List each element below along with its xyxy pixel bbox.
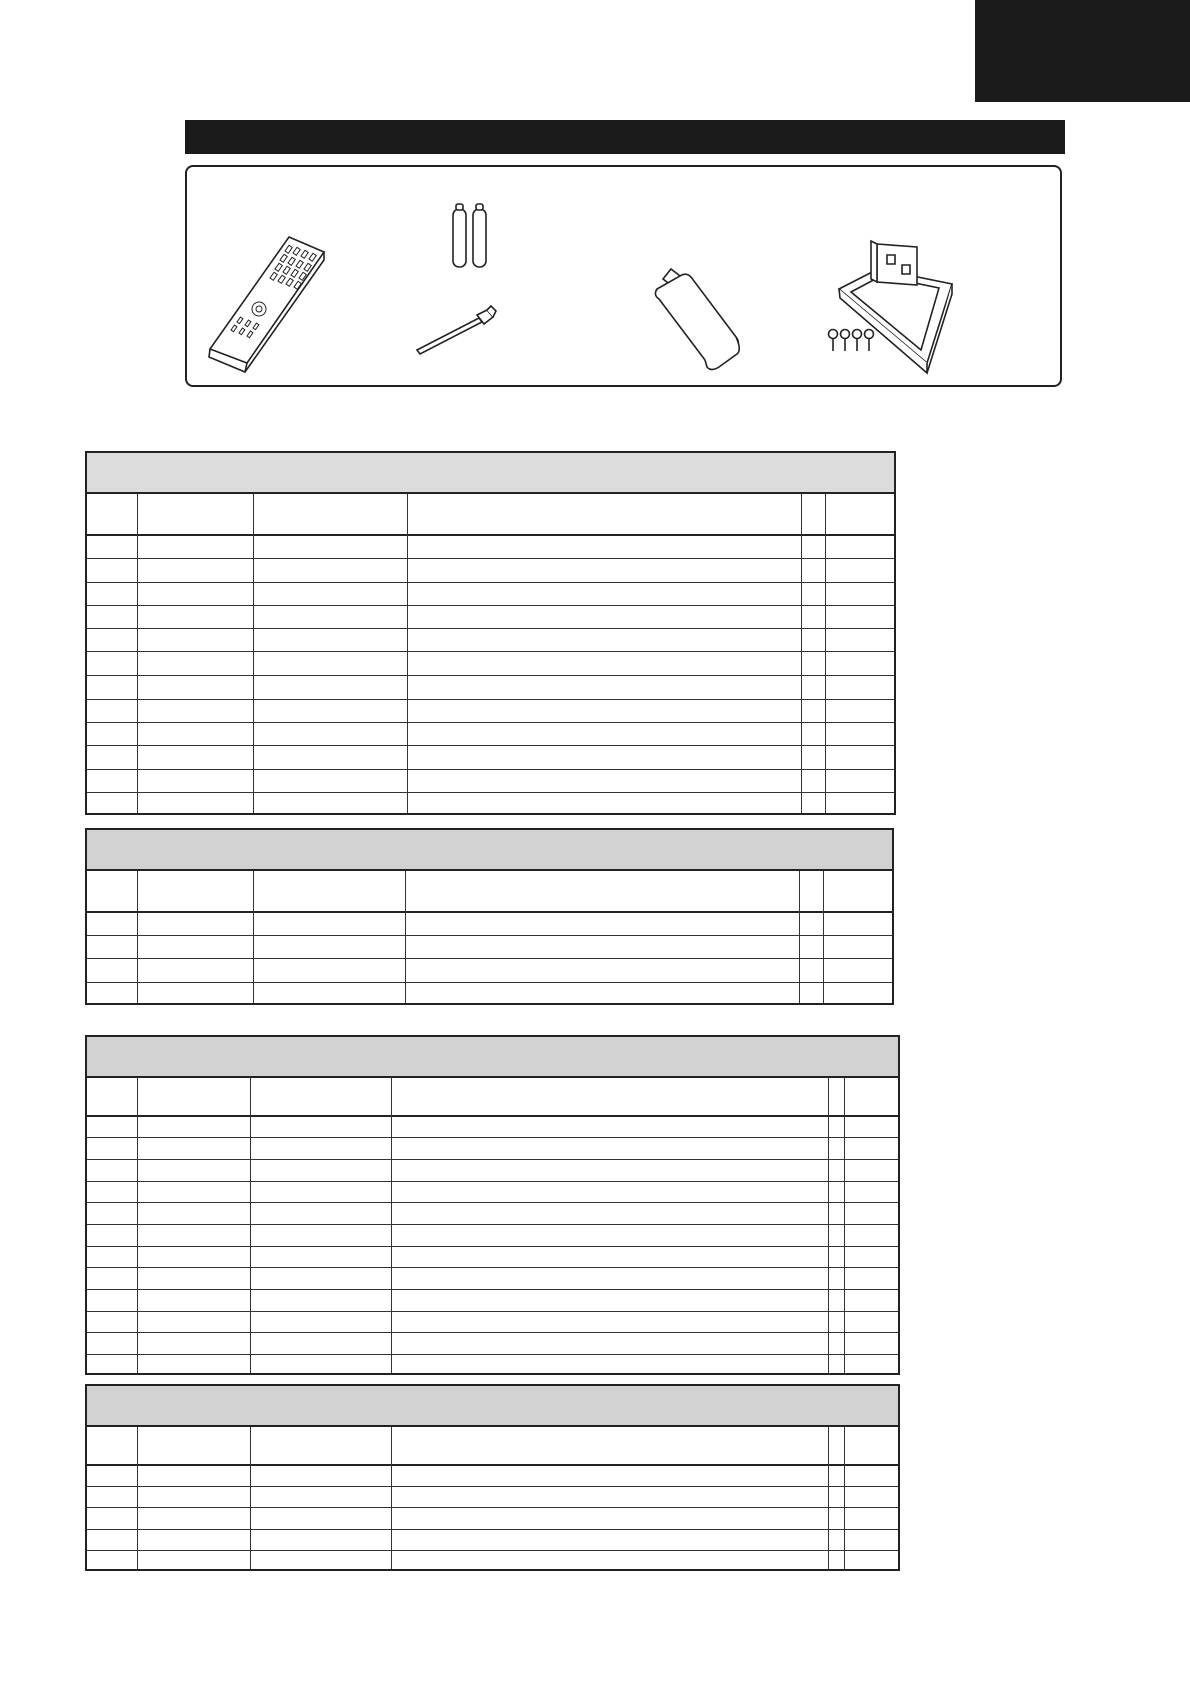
table-title-bar <box>87 830 892 871</box>
cable-tie-icon <box>417 306 496 354</box>
table-title-bar <box>87 453 894 494</box>
remote-control-icon <box>209 237 324 372</box>
parts-table-3 <box>85 1035 900 1375</box>
table-title-bar <box>87 1386 898 1427</box>
accessories-parts-table <box>85 451 896 815</box>
section-banner <box>185 120 1065 154</box>
parts-table-4 <box>85 1384 900 1571</box>
batteries-icon <box>453 204 486 267</box>
parts-table-2 <box>85 828 894 1005</box>
table-title-bar <box>87 1037 898 1078</box>
stand-and-screws-icon <box>829 241 953 373</box>
accessories-panel <box>185 165 1062 387</box>
header-tab <box>975 0 1190 102</box>
usb-wireless-adapter-icon <box>655 269 739 370</box>
